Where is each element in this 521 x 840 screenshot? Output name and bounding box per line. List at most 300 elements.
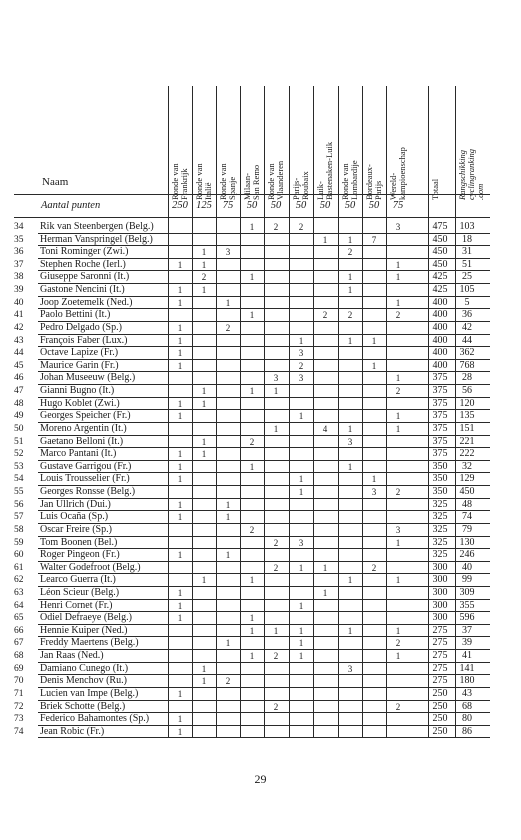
column-divider [240,86,241,738]
total-points: 275 [432,662,448,674]
row-number: 53 [14,461,24,472]
cyclingranking-rank: 222 [459,448,475,460]
cyclingranking-rank: 68 [462,700,472,712]
wins-cell: 1 [177,550,183,561]
wins-cell: 1 [273,625,279,636]
wins-cell: 1 [347,272,353,283]
cyclingranking-rank: 105 [459,284,475,296]
total-points: 450 [432,258,448,270]
cyclingranking-rank: 450 [459,486,475,498]
rider-name: Gustave Garrigou (Fr.) [40,460,132,472]
wins-cell: 1 [298,411,304,422]
wins-cell: 1 [225,550,231,561]
rider-name: François Faber (Lux.) [40,334,128,346]
cyclingranking-rank: 80 [462,713,472,725]
rider-name: Marco Pantani (It.) [40,448,117,460]
wins-cell: 1 [395,411,401,422]
total-points: 300 [432,599,448,611]
wins-cell: 1 [177,322,183,333]
wins-cell: 2 [347,247,353,258]
wins-cell: 1 [225,499,231,510]
cyclingranking-rank: 32 [462,460,472,472]
wins-cell: 1 [177,449,183,460]
column-header-6: Parijs- Roubaix [291,171,310,200]
cyclingranking-rank: 130 [459,536,475,548]
points-value-7: 50 [319,200,331,211]
wins-cell: 2 [298,222,304,232]
row-number: 40 [14,297,24,308]
wins-cell: 1 [201,436,207,447]
wins-cell: 1 [371,335,377,346]
row-number: 52 [14,449,24,460]
wins-cell: 1 [177,688,183,699]
cyclingranking-rank: 355 [459,599,475,611]
rider-name: Léon Scieur (Belg.) [40,586,120,598]
total-points: 250 [432,725,448,737]
points-value-9: 50 [368,200,380,211]
wins-cell: 1 [273,423,279,434]
rider-name: Jan Ullrich (Dui.) [40,498,111,510]
wins-cell: 2 [322,310,328,321]
row-number: 46 [14,373,24,384]
wins-cell: 1 [322,234,328,245]
points-value-2: 125 [196,200,212,211]
wins-cell: 3 [298,348,304,359]
rider-name: Lucien van Impe (Belg.) [40,687,139,699]
cyclingranking-rank: 79 [462,523,472,535]
rider-name: Freddy Maertens (Belg.) [40,637,139,649]
wins-cell: 1 [322,587,328,598]
points-value-5: 50 [270,200,282,211]
cyclingranking-rank: 99 [462,574,472,586]
points-subheader-row [14,196,490,216]
column-header-12: Rangschikking cyclingranking .com [457,149,485,200]
row-number: 56 [14,499,24,510]
wins-cell: 2 [273,222,279,232]
row-number: 36 [14,247,24,258]
wins-cell: 2 [273,701,279,712]
total-points: 425 [432,271,448,283]
wins-cell: 1 [298,335,304,346]
cyclingranking-rank: 141 [459,662,475,674]
wins-cell: 1 [201,247,207,258]
cyclingranking-rank: 18 [462,233,472,245]
rider-name: Georges Speicher (Fr.) [40,410,131,422]
column-divider [192,86,193,738]
column-header-5: Ronde van Vlaanderen [266,160,285,200]
rider-name: Moreno Argentin (It.) [40,422,127,434]
points-value-3: 75 [222,200,234,211]
wins-cell: 1 [225,638,231,649]
cyclingranking-rank: 129 [459,473,475,485]
cyclingranking-rank: 42 [462,321,472,333]
total-points: 450 [432,233,448,245]
cyclingranking-rank: 180 [459,675,475,687]
column-header-9: Bordeaux- Parijs [364,164,383,200]
rider-name: Walter Godefroot (Belg.) [40,561,141,573]
rider-name: Stephen Roche (Ierl.) [40,258,126,270]
cyclingranking-rank: 74 [462,511,472,523]
points-value-6: 50 [295,200,307,211]
column-divider [386,86,387,738]
row-number: 45 [14,360,24,371]
total-points: 300 [432,612,448,624]
wins-cell: 2 [395,701,401,712]
wins-cell: 1 [395,259,401,270]
wins-cell: 1 [298,562,304,573]
table-top-rule [14,194,490,195]
row-number: 63 [14,587,24,598]
wins-cell: 2 [225,676,231,687]
rider-name: Toni Rominger (Zwi.) [40,246,129,258]
total-points: 300 [432,574,448,586]
rider-name: Damiano Cunego (It.) [40,662,129,674]
cyclingranking-rank: 151 [459,422,475,434]
wins-cell: 2 [298,360,304,371]
wins-cell: 1 [177,499,183,510]
wins-cell: 2 [201,272,207,283]
total-points: 325 [432,549,448,561]
column-header-7: Luik- Bastenaken-Luik [315,141,334,200]
wins-cell: 1 [177,461,183,472]
column-divider [313,86,314,738]
rider-name: Gianni Bugno (It.) [40,385,115,397]
rider-name: Odiel Defraeye (Belg.) [40,612,132,624]
cyclingranking-rank: 135 [459,410,475,422]
cyclingranking-rank: 37 [462,624,472,636]
wins-cell: 2 [249,436,255,447]
wins-cell: 1 [347,625,353,636]
wins-cell: 1 [201,663,207,674]
wins-cell: 2 [395,638,401,649]
wins-cell: 1 [249,272,255,283]
wins-cell: 1 [347,335,353,346]
row-number: 71 [14,688,24,699]
total-points: 400 [432,334,448,346]
wins-cell: 2 [225,322,231,333]
total-points: 375 [432,410,448,422]
column-header-8: Ronde van Lombardije [340,160,359,200]
total-points: 375 [432,372,448,384]
wins-cell: 1 [177,335,183,346]
total-points: 325 [432,523,448,535]
total-points: 325 [432,511,448,523]
cyclingranking-rank: 362 [459,347,475,359]
row-number: 51 [14,436,24,447]
wins-cell: 1 [177,259,183,270]
row-number: 41 [14,310,24,321]
column-header-3: Ronde van Spanje [218,163,237,200]
row-number: 68 [14,651,24,662]
wins-cell: 1 [395,651,401,662]
total-points: 275 [432,675,448,687]
rider-name: Jean Robic (Fr.) [40,725,105,737]
wins-cell: 1 [395,575,401,586]
subheader-rule [14,217,490,218]
column-divider [289,86,290,738]
cyclingranking-rank: 51 [462,258,472,270]
cyclingranking-rank: 41 [462,650,472,662]
total-points: 450 [432,246,448,258]
wins-cell: 1 [201,398,207,409]
row-number: 66 [14,625,24,636]
row-number: 39 [14,285,24,296]
cyclingranking-rank: 768 [459,359,475,371]
total-points: 350 [432,486,448,498]
wins-cell: 7 [371,234,377,245]
wins-cell: 1 [298,600,304,611]
rider-name: Louis Trousselier (Fr.) [40,473,130,485]
row-number: 70 [14,676,24,687]
wins-cell: 1 [395,297,401,308]
wins-cell: 1 [177,600,183,611]
wins-cell: 1 [177,613,183,624]
wins-cell: 1 [177,714,183,725]
wins-cell: 1 [201,259,207,270]
row-number: 55 [14,487,24,498]
page-number: 29 [254,772,267,786]
wins-cell: 2 [395,310,401,321]
row-number: 74 [14,726,24,737]
row-number: 61 [14,562,24,573]
column-header-4: Milaan- San Remo [242,164,261,200]
rider-name: Paolo Bettini (It.) [40,309,111,321]
rider-name: Gastone Nencini (It.) [40,284,125,296]
total-points: 275 [432,637,448,649]
wins-cell: 3 [298,537,304,548]
wins-cell: 2 [249,524,255,535]
cyclingranking-rank: 56 [462,385,472,397]
name-column-header: Naam [42,176,69,188]
total-points: 275 [432,624,448,636]
total-points: 400 [432,309,448,321]
wins-cell: 1 [177,512,183,523]
cyclingranking-rank: 43 [462,687,472,699]
total-points: 350 [432,473,448,485]
cyclingranking-rank: 28 [462,372,472,384]
row-number: 42 [14,322,24,333]
wins-cell: 1 [395,537,401,548]
rider-name: Octave Lapize (Fr.) [40,347,119,359]
total-points: 400 [432,359,448,371]
wins-cell: 2 [273,651,279,662]
rider-name: Denis Menchov (Ru.) [40,675,127,687]
rider-name: Roger Pingeon (Fr.) [40,549,120,561]
wins-cell: 3 [395,524,401,535]
cyclingranking-rank: 86 [462,725,472,737]
points-value-1: 250 [172,200,188,211]
rider-name: Oscar Freire (Sp.) [40,523,112,535]
row-number: 58 [14,524,24,535]
wins-cell: 1 [273,386,279,397]
column-divider [338,86,339,738]
column-header-2: Ronde van Italië [194,163,213,200]
wins-cell: 1 [249,461,255,472]
row-number: 57 [14,512,24,523]
rider-name: Georges Ronsse (Belg.) [40,486,136,498]
points-value-8: 50 [344,200,356,211]
row-number: 43 [14,335,24,346]
wins-cell: 1 [249,310,255,321]
wins-cell: 3 [347,436,353,447]
rider-name: Luis Ocaña (Sp.) [40,511,109,523]
total-points: 400 [432,347,448,359]
total-points: 375 [432,385,448,397]
wins-cell: 2 [273,562,279,573]
total-points: 375 [432,435,448,447]
total-points: 250 [432,713,448,725]
column-header-10: Wereld- kampioenschap [388,147,407,200]
row-number: 64 [14,600,24,611]
total-points: 300 [432,586,448,598]
total-points: 375 [432,448,448,460]
wins-cell: 1 [395,423,401,434]
column-divider [216,86,217,738]
points-subheader-label: Aantal punten [41,200,101,211]
wins-cell: 1 [298,638,304,649]
column-divider [264,86,265,738]
total-points: 400 [432,296,448,308]
row-number: 35 [14,234,24,245]
total-points: 425 [432,284,448,296]
rider-name: Pedro Delgado (Sp.) [40,321,122,333]
rider-name: Rik van Steenbergen (Belg.) [40,221,154,232]
total-points: 250 [432,687,448,699]
cyclingranking-rank: 48 [462,498,472,510]
column-divider [168,86,169,738]
wins-cell: 3 [298,373,304,384]
wins-cell: 2 [347,310,353,321]
wins-cell: 1 [177,474,183,485]
wins-cell: 1 [347,234,353,245]
cyclingranking-rank: 120 [459,397,475,409]
row-number: 50 [14,423,24,434]
wins-cell: 1 [347,461,353,472]
wins-cell: 1 [177,411,183,422]
total-points: 375 [432,397,448,409]
row-number: 69 [14,663,24,674]
rider-name: Hugo Koblet (Zwi.) [40,397,120,409]
row-number: 47 [14,386,24,397]
wins-cell: 1 [177,726,183,737]
row-number: 73 [14,714,24,725]
points-value-4: 50 [246,200,258,211]
wins-cell: 1 [249,575,255,586]
wins-cell: 1 [177,360,183,371]
wins-cell: 1 [395,373,401,384]
wins-cell: 1 [298,474,304,485]
rider-name: Tom Boonen (Bel.) [40,536,118,548]
rider-name: Learco Guerra (It.) [40,574,116,586]
row-number: 65 [14,613,24,624]
row-number: 49 [14,411,24,422]
points-value-10: 75 [392,200,404,211]
column-divider [362,86,363,738]
row-number: 44 [14,348,24,359]
cyclingranking-rank: 44 [462,334,472,346]
total-points: 325 [432,536,448,548]
row-number: 38 [14,272,24,283]
wins-cell: 1 [395,272,401,283]
wins-cell: 3 [371,487,377,498]
rider-name: Henri Cornet (Fr.) [40,599,113,611]
cyclingranking-rank: 5 [464,296,470,308]
wins-cell: 1 [347,423,353,434]
wins-cell: 1 [201,285,207,296]
rider-name: Herman Vanspringel (Belg.) [40,233,153,245]
wins-cell: 1 [249,613,255,624]
wins-cell: 1 [347,575,353,586]
cyclingranking-rank: 309 [459,586,475,598]
wins-cell: 1 [347,285,353,296]
wins-cell: 2 [395,386,401,397]
rider-name: Maurice Garin (Fr.) [40,359,119,371]
wins-cell: 1 [298,651,304,662]
rider-name: Federico Bahamontes (Sp.) [40,713,150,725]
row-number: 54 [14,474,24,485]
rider-name: Johan Museeuw (Belg.) [40,372,136,384]
rider-name: Joop Zoetemelk (Ned.) [40,296,133,308]
wins-cell: 2 [273,537,279,548]
total-points: 350 [432,460,448,472]
row-number: 60 [14,550,24,561]
wins-cell: 3 [273,373,279,384]
total-points: 275 [432,650,448,662]
cyclingranking-rank: 39 [462,637,472,649]
wins-cell: 3 [347,663,353,674]
total-points: 300 [432,561,448,573]
row-number: 48 [14,398,24,409]
rider-name: Briek Schotte (Belg.) [40,700,126,712]
wins-cell: 1 [177,587,183,598]
wins-cell: 1 [177,285,183,296]
wins-cell: 1 [249,222,255,232]
wins-cell: 2 [395,487,401,498]
column-divider [455,86,456,738]
rider-name: Gaetano Belloni (It.) [40,435,124,447]
wins-cell: 1 [298,487,304,498]
wins-cell: 1 [201,676,207,687]
row-number: 59 [14,537,24,548]
wins-cell: 1 [201,386,207,397]
total-points: 375 [432,422,448,434]
wins-cell: 1 [201,575,207,586]
cyclingranking-rank: 36 [462,309,472,321]
rider-name: Giuseppe Saronni (It.) [40,271,130,283]
row-number: 72 [14,701,24,712]
row-number: 67 [14,638,24,649]
total-points: 250 [432,700,448,712]
wins-cell: 1 [322,562,328,573]
column-divider [428,86,429,738]
total-points: 475 [432,221,448,232]
wins-cell: 1 [371,474,377,485]
total-points: 325 [432,498,448,510]
wins-cell: 1 [249,386,255,397]
wins-cell: 3 [225,247,231,258]
wins-cell: 1 [371,360,377,371]
cyclingranking-rank: 25 [462,271,472,283]
row-number: 62 [14,575,24,586]
total-points: 400 [432,321,448,333]
cyclingranking-rank: 246 [459,549,475,561]
wins-cell: 1 [298,625,304,636]
wins-cell: 1 [177,297,183,308]
wins-cell: 1 [177,348,183,359]
wins-cell: 1 [249,625,255,636]
wins-cell: 1 [249,651,255,662]
wins-cell: 4 [322,423,328,434]
